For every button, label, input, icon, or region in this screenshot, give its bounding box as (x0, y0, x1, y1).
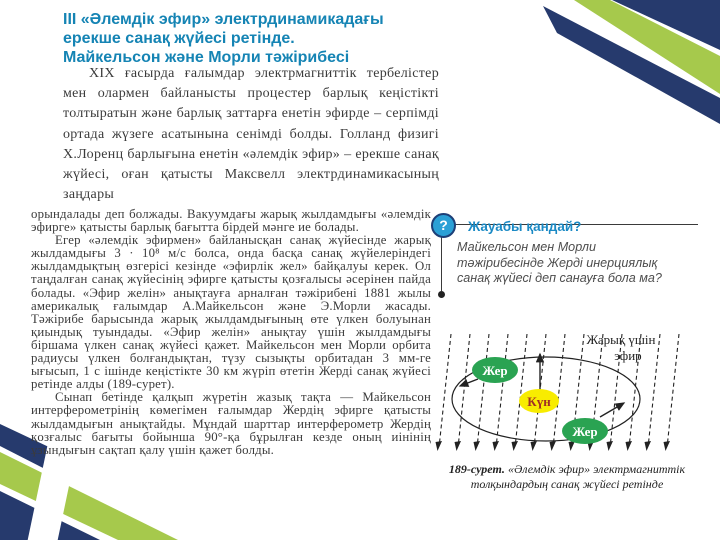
sun-label: Күн (527, 394, 551, 409)
paragraph-intro: XIX ғасырда ғалымдар электрмагниттік тербелістер мен олармен байланысты процестер барлық кеңістікті толтыратын және барлық заттарға енетін эфирде – серпімді ортада жүзеге асатынына сенімді болды. Голланд физигі Х.Лоренц барлығына енетін «әлемдік эфир» – ерекше санақ жүйесі, оған қатысты Максвелл электрдинамикасының заңдары (63, 66, 439, 203)
ether-flow-dashed-arrows (436, 334, 680, 451)
earth-top-label: Жер (482, 363, 508, 378)
figure-caption (448, 462, 686, 492)
paragraph-carryover: орындалады деп болжады. Вакуумдағы жарық жылдамдығы «әлемдік эфирге» қатысты барлық бағытта бірдей мәнге ие болады. (31, 207, 431, 235)
title-line-2: ерекше санақ жүйесі ретінде. (63, 30, 295, 47)
question-mark-icon: ? (431, 213, 456, 238)
title-line-3: Майкельсон және Морли тәжірибесі (63, 49, 350, 66)
figure-number: 189-сурет. (448, 462, 505, 476)
title-line-1: III «Әлемдік эфир» электрдинамикадағы (63, 11, 384, 28)
ether-label-line2: эфир (614, 348, 642, 363)
question-box-text: Майкельсон мен Морли тәжірибесінде Жерді инерциялық санақ жүйесі деп санауға бола ма? (457, 240, 662, 286)
question-box (430, 210, 698, 322)
page-title (63, 10, 483, 67)
question-box-title: Жауабы қандай? (468, 219, 582, 234)
ether-label-line1: Жарық үшін (586, 332, 656, 347)
left-column (31, 208, 431, 457)
question-box-rule-dot (438, 291, 445, 298)
paragraph-interferometer: Сынап бетінде қалқып жүретін жазық тақта — Майкельсон интерферометрінің көмегімен ғалымдар Жердің эфирге қатысты жылдамдығын анықтайды. Мұндай шарттар интерферометр Жердің қозғалыс бағыты бойынша 90°-қа бұрылған кезде оның иінінің ұзындығын сақтап қалу үшін қажет болды. (31, 390, 431, 457)
paragraph-ether-wind: Егер «әлемдік эфирмен» байланысқан санақ жүйесінде жарық жылдамдығы 3 · 10⁸ м/с болса, онда басқа санақ жүйелеріндегі жылдамдықтың өзгерісі кезінде «эфирлік жел» байқалуы керек. Ол таңдалған санақ жүйесінің эфирге қатысты қозғалысы әсерінен пайда болады. «Эфир желін» анықтауға арналған тәжірибені 1881 жылы америкалық ғалымдар А.Майкельсон және Э.Морли жасады. Тәжірибе барысында жарық жылдамдығының өте үлкен болуынан қиындық туындады. «Эфир желін» анықтау үшін жылдамдығы біршама үлкен санақ жүйесі қажет. Майкельсон мен Морли орбита радиусы үлкен болғандықтан, түзу сызықты орбитадан 3 мм-ге ығысып, 1 с ішінде кеңістікте 30 км жүріп өтетін Жерді санақ жүйесі ретінде алды (189-сурет). (31, 233, 431, 392)
earth-bottom-label: Жер (572, 424, 598, 439)
figure-caption-text: «Әлемдік эфир» электрмагниттік толқындардың санақ жүйесі ретінде (470, 462, 686, 491)
orbit-direction-arrow-right (600, 403, 624, 417)
figure-189-diagram (428, 330, 704, 460)
